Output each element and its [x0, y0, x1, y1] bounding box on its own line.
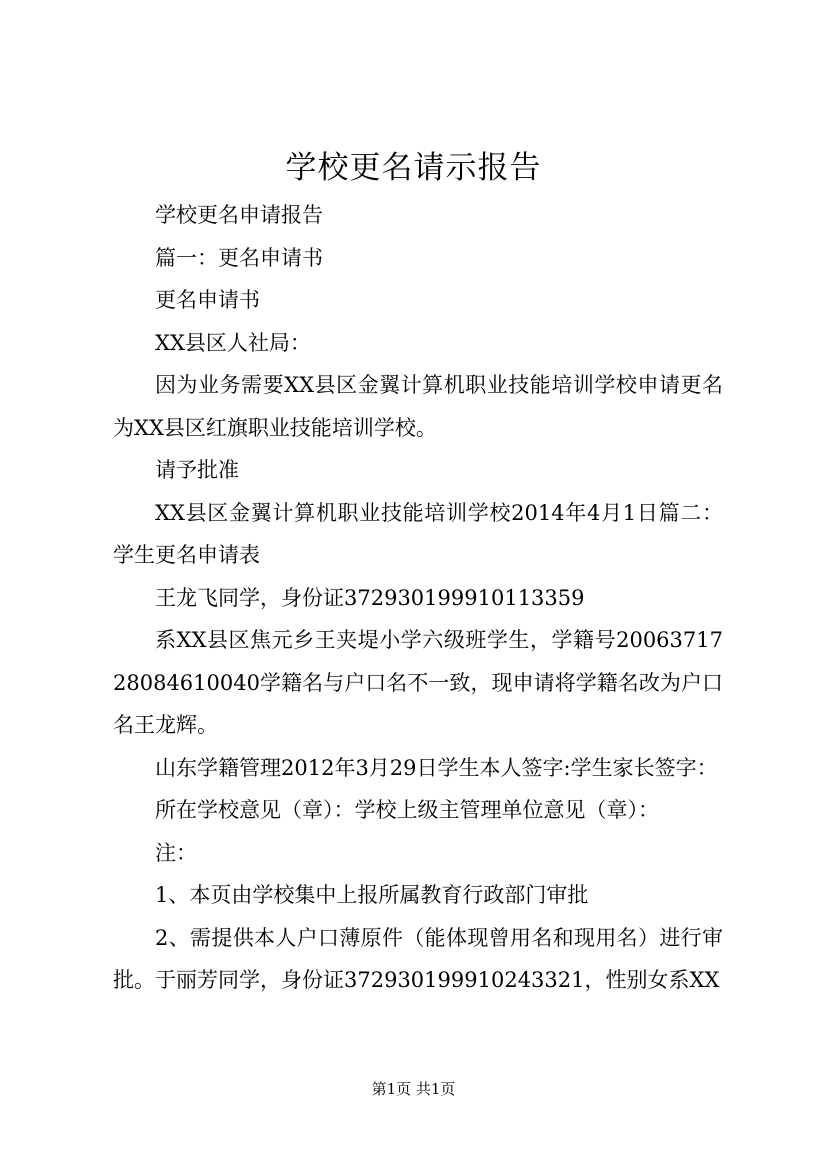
- paragraph-section-one: 篇一：更名申请书: [155, 245, 323, 270]
- paragraph-signatures: 山东学籍管理2012年3月29日学生本人签字:学生家长签字：: [155, 755, 718, 780]
- paragraph-note-one: 1、本页由学校集中上报所属教育行政部门审批: [155, 883, 589, 907]
- paragraph-recipient: XX县区人社局：: [155, 330, 311, 355]
- paragraph-student-id: 王龙飞同学，身份证372930199910113359: [155, 585, 585, 610]
- paragraph-heading: 学校更名申请报告: [155, 203, 323, 227]
- paragraph-signature-date: XX县区金翼计算机职业技能培训学校2014年4月1日篇二：学生更名申请表: [113, 500, 723, 567]
- paragraph-subtitle: 更名申请书: [155, 288, 260, 312]
- paragraph-request: 因为业务需要XX县区金翼计算机职业技能培训学校申请更名为XX县区红旗职业技能培训学校。: [113, 373, 723, 440]
- document-body: [113, 194, 723, 1002]
- paragraph-approval: 请予批准: [155, 458, 239, 482]
- paragraph-opinions: 所在学校意见（章）：学校上级主管理单位意见（章）：: [155, 798, 659, 822]
- document-title: 学校更名请示报告: [285, 150, 542, 186]
- paragraph-student-details: 系XX县区焦元乡王夹堤小学六级班学生，学籍号2006371728084610040学籍名与户口名不一致，现申请将学籍名改为户口名王龙辉。: [113, 628, 723, 737]
- paragraph-note-two: 2、需提供本人户口薄原件（能体现曾用名和现用名）进行审批。于丽芳同学，身份证372930199910243321，性别女系XX: [113, 925, 723, 992]
- paragraph-note-label: 注：: [155, 840, 197, 865]
- page-footer: 第1页 共1页: [371, 1080, 456, 1098]
